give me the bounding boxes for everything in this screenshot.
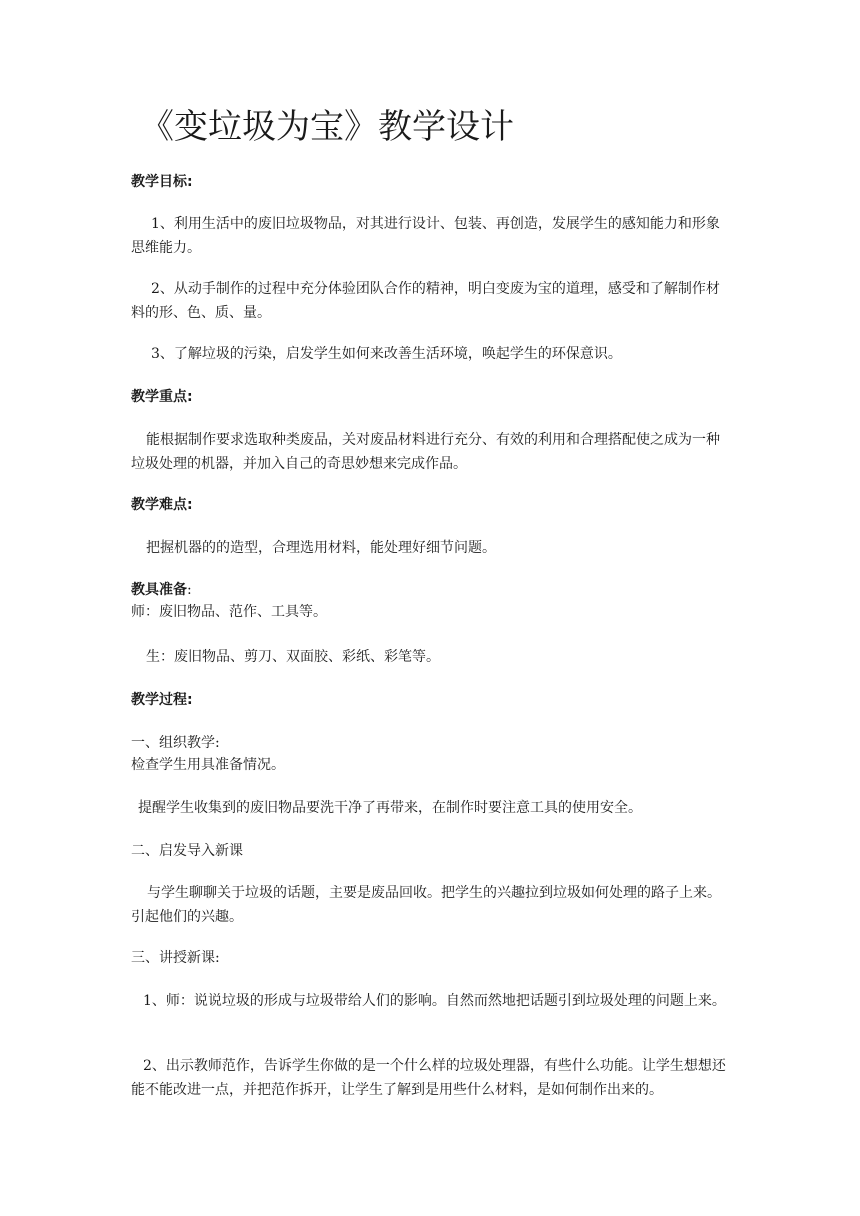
tools-student: 生：废旧物品、剪刀、双面胶、彩纸、彩笔等。 <box>146 649 440 665</box>
step-2-title: 二、启发导入新课 <box>131 843 243 859</box>
step-2-text: 与学生聊聊关于垃圾的话题，主要是废品回收。把学生的兴趣拉到垃圾如何处理的路子上来。引起他们的兴趣。 <box>131 885 721 925</box>
goal-2: 2、从动手制作的过程中充分体验团队合作的精神，明白变废为宝的道理，感受和了解制作材料的形、色、质、量。 <box>131 281 720 321</box>
tools-heading-line <box>131 578 731 602</box>
step-1-line-1: 检查学生用具准备情况。 <box>131 757 285 773</box>
step-3-title: 三、讲授新课: <box>131 950 220 966</box>
goal-1: 1、利用生活中的废旧垃圾物品，对其进行设计、包装、再创造，发展学生的感知能力和形象思维能力。 <box>131 216 720 256</box>
tools-teacher: 师：废旧物品、范作、工具等。 <box>131 604 327 620</box>
tools-heading: 教具准备 <box>131 582 187 598</box>
step-1-title: 一、组织教学: <box>131 735 220 751</box>
process-heading: 教学过程: <box>131 692 193 708</box>
difficulties-text: 把握机器的的造型，合理选用材料，能处理好细节问题。 <box>146 540 496 556</box>
step-3-item-1: 1、师：说说垃圾的形成与垃圾带给人们的影响。自然而然地把话题引到垃圾处理的问题上来。 <box>143 993 726 1009</box>
key-points-heading: 教学重点: <box>131 389 193 405</box>
goal-3: 3、了解垃圾的污染，启发学生如何来改善生活环境，唤起学生的环保意识。 <box>151 346 622 362</box>
tools-heading-colon: : <box>187 582 192 598</box>
step-3-item-2: 2、出示教师范作，告诉学生你做的是一个什么样的垃圾处理器，有些什么功能。让学生想想还能不能改进一点，并把范作拆开，让学生了解到是用些什么材料，是如何制作出来的。 <box>131 1058 726 1098</box>
goals-heading: 教学目标: <box>131 174 193 190</box>
document-title: 《变垃圾为宝》教学设计 <box>140 107 514 147</box>
difficulties-heading: 教学难点: <box>131 497 193 513</box>
step-1-line-2: 提醒学生收集到的废旧物品要洗干净了再带来，在制作时要注意工具的使用安全。 <box>138 800 642 816</box>
key-points-text: 能根据制作要求选取种类废品，关对废品材料进行充分、有效的利用和合理搭配使之成为一种垃圾处理的机器，并加入自己的奇思妙想来完成作品。 <box>131 432 720 472</box>
